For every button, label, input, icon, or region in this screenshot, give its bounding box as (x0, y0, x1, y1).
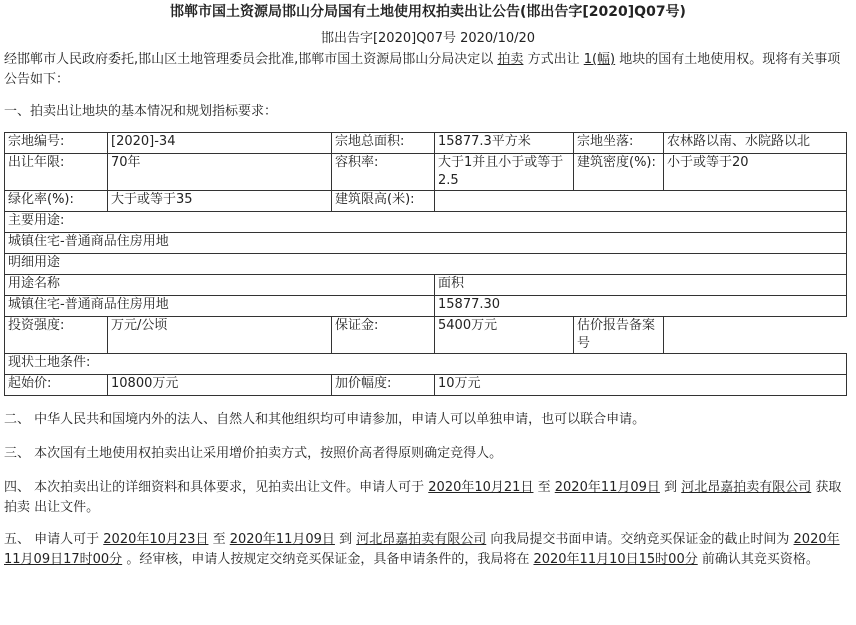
density-label: 建筑密度(%): (574, 154, 664, 191)
green-value: 大于或等于35 (108, 191, 332, 212)
section-4-text-c: 到 (664, 480, 678, 495)
table-row (5, 317, 847, 354)
start-price-value: 10800万元 (108, 375, 332, 396)
section-5-confirm-time: 2020年11月10日15时00分 (533, 552, 698, 567)
section-4-text-a: 四、 本次拍卖出让的详细资料和具体要求，见拍卖出让文件。申请人可于 (4, 480, 425, 495)
parcel-info-table (4, 132, 847, 396)
invest-value: 万元/公顷 (108, 317, 332, 354)
section-5-company: 河北昂嘉拍卖有限公司 (356, 532, 487, 547)
section-4-text-d: 获取 (815, 480, 842, 495)
use-area-value: 15877.30 (435, 296, 847, 317)
table-row (5, 254, 847, 275)
area-header: 面积 (435, 275, 847, 296)
location-value: 农林路以南、水院路以北 (664, 133, 847, 154)
section-5-text-f: 前确认其竞买资格。 (701, 552, 819, 567)
main-use-value: 城镇住宅-普通商品住房用地 (5, 233, 847, 254)
section-2: 二、 中华人民共和国境内外的法人、自然人和其他组织均可申请参加，申请人可以单独申请，也可以联合申请。 (4, 412, 646, 427)
section-5-date-end: 2020年11月09日 (229, 532, 335, 547)
section-4-method: 拍卖 (4, 500, 31, 515)
section-5-date-start: 2020年10月23日 (103, 532, 209, 547)
section-5-text-b: 至 (212, 532, 226, 547)
page-title: 邯郸市国土资源局邯山分局国有土地使用权拍卖出让公告(邯出告字[2020]Q07号) (170, 4, 686, 20)
section-1-heading: 一、拍卖出让地块的基本情况和规划指标要求： (4, 104, 278, 119)
detail-use-label: 明细用途 (5, 254, 847, 275)
parcel-no-value: [2020]-34 (108, 133, 332, 154)
section-5-deadline: 2020年11月09日17时00分 (4, 532, 840, 567)
density-value: 小于或等于20 (664, 154, 847, 191)
far-label: 容积率: (332, 154, 435, 191)
total-area-value: 15877.3平方米 (435, 133, 574, 154)
increment-label: 加价幅度: (332, 375, 435, 396)
table-row (5, 133, 847, 154)
table-row (5, 212, 847, 233)
section-5-text-e: 。经审核，申请人按规定交纳竞买保证金，具备申请条件的，我局将在 (126, 552, 530, 567)
appraisal-label: 估价报告备案号 (574, 317, 664, 354)
table-row (5, 191, 847, 212)
intro-count: 1(幅) (583, 52, 616, 67)
invest-label: 投资强度: (5, 317, 108, 354)
section-4-date-end: 2020年11月09日 (554, 480, 660, 495)
section-4-text-b: 至 (537, 480, 551, 495)
intro-paragraph (4, 50, 852, 90)
section-5 (4, 530, 852, 570)
table-row (5, 233, 847, 254)
use-name-value: 城镇住宅-普通商品住房用地 (5, 296, 435, 317)
section-4-date-start: 2020年10月21日 (428, 480, 534, 495)
table-row (5, 154, 847, 191)
table-row (5, 275, 847, 296)
main-use-label: 主要用途: (5, 212, 847, 233)
announcement-page (0, 1, 856, 570)
deposit-label: 保证金: (332, 317, 435, 354)
term-value: 70年 (108, 154, 332, 191)
section-5-text-c: 到 (339, 532, 353, 547)
section-4 (4, 478, 852, 518)
total-area-label: 宗地总面积: (332, 133, 435, 154)
table-row (5, 296, 847, 317)
location-label: 宗地坐落: (574, 133, 664, 154)
intro-text-2: 方式出让 (527, 52, 580, 67)
increment-value: 10万元 (435, 375, 847, 396)
start-price-label: 起始价: (5, 375, 108, 396)
far-value: 大于1并且小于或等于2.5 (435, 154, 574, 191)
parcel-no-label: 宗地编号: (5, 133, 108, 154)
doc-number-date: 邯出告字[2020]Q07号 2020/10/20 (320, 31, 536, 46)
green-label: 绿化率(%): (5, 191, 108, 212)
use-name-header: 用途名称 (5, 275, 435, 296)
appraisal-value (664, 317, 847, 354)
intro-text-3: 地块的国有土地使用权。现将有关事项公告如下： (4, 52, 841, 87)
section-5-text-d: 向我局提交书面申请。交纳竞买保证金的截止时间为 (490, 532, 790, 547)
section-4-text-e: 出让文件。 (34, 500, 100, 515)
table-row (5, 354, 847, 375)
height-value (435, 191, 847, 212)
height-label: 建筑限高(米): (332, 191, 435, 212)
table-row (5, 375, 847, 396)
term-label: 出让年限: (5, 154, 108, 191)
section-3: 三、 本次国有土地使用权拍卖出让采用增价拍卖方式，按照价高者得原则确定竞得人。 (4, 446, 503, 461)
section-5-text-a: 五、 申请人可于 (4, 532, 100, 547)
section-4-company: 河北昂嘉拍卖有限公司 (681, 480, 812, 495)
intro-text-1: 经邯郸市人民政府委托,邯山区土地管理委员会批准,邯郸市国土资源局邯山分局决定以 (4, 52, 494, 67)
condition-label: 现状土地条件: (5, 354, 847, 375)
deposit-value: 5400万元 (435, 317, 574, 354)
intro-method: 拍卖 (497, 52, 524, 67)
